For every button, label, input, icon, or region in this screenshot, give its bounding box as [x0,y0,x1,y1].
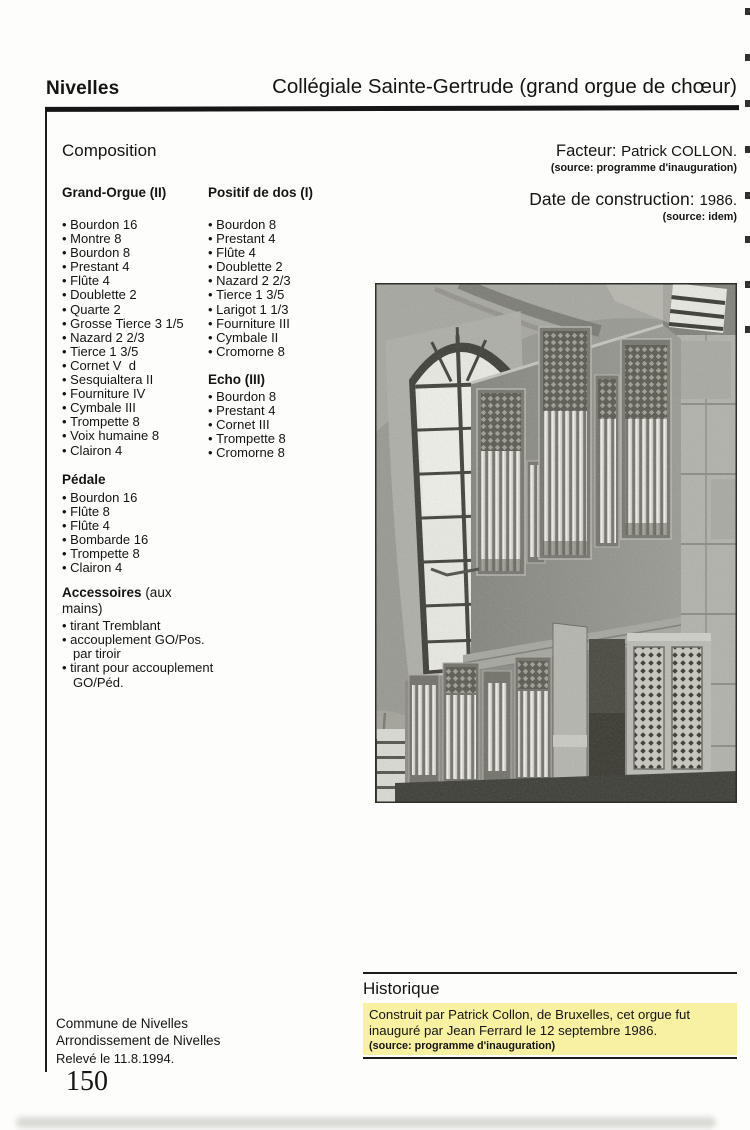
organ-photo [375,283,737,803]
stop-item: • Flûte 8 [62,503,110,519]
footer-arrondissement: Arrondissement de Nivelles [56,1032,221,1048]
stop-item: • Quarte 2 [62,301,121,317]
stop-item: • Cymbale III [62,400,136,416]
stop-item: • Bourdon 8 [208,388,277,404]
stop-list-grand-orgue [62,218,214,458]
division-echo [208,372,360,460]
stop-item: • Prestant 4 [208,403,276,419]
scan-edge-mark [745,100,750,107]
footer-commune: Commune de Nivelles [56,1016,189,1031]
facteur-label: Facteur: [556,142,617,160]
footer-block [56,1016,220,1068]
page-number: 150 [66,1066,108,1097]
scan-edge-mark [745,281,750,288]
stop-item: • Clairon 4 [62,560,123,576]
stop-list-positif [208,218,360,359]
composition-column-left [62,185,214,690]
division-pedale [62,472,214,576]
construction-value: 1986. [699,192,737,209]
composition-column-right [208,185,360,460]
stop-item: • Sesquialtera II [62,372,154,388]
division-title-grand-orgue: Grand-Orgue (II) [62,185,167,200]
stop-item: • Doublette 2 [62,287,137,303]
scan-bottom-shadow [16,1117,716,1128]
stop-item: • Fourniture IV [62,386,146,402]
stop-item: • Cornet III [208,417,270,433]
stop-item: • Cromorne 8 [208,343,285,359]
stop-item: • Clairon 4 [62,442,123,458]
stop-item: • Doublette 2 [208,259,283,275]
construction-line [529,189,737,210]
scan-edge-mark [745,8,750,15]
stop-item: • Montre 8 [62,231,122,247]
stop-item: • tirant pour accouplement [62,660,214,676]
division-title-echo: Echo (III) [208,371,265,387]
stop-item: • Prestant 4 [208,231,276,247]
stop-item: • Bourdon 16 [62,489,138,505]
stop-item: • Tierce 1 3/5 [208,287,285,303]
stop-item: • Grosse Tierce 3 1/5 [62,315,184,331]
historique-top-rule [363,972,737,974]
division-positif [208,185,360,359]
facteur-source: (source: programme d'inauguration) [550,162,737,174]
stop-item: • Voix humaine 8 [62,428,160,444]
stop-item: • tirant Tremblant [62,618,161,634]
stop-item: • Prestant 4 [62,259,130,275]
scan-edge-mark [745,326,750,333]
stop-item: • Bourdon 8 [62,245,131,261]
division-title-accessoires [62,585,214,617]
stop-item: • Fourniture III [208,315,290,331]
stop-item: • Nazard 2 2/3 [208,273,291,289]
scan-edge-mark [745,54,750,61]
stop-list-pedale [62,491,214,576]
historique-text: Construit par Patrick Collon, de Bruxelles, cet orgue fut inauguré par Jean Ferrard le 12 septembre 1986. [369,1007,691,1038]
stop-item: • Flûte 4 [62,517,110,533]
division-grand-orgue [62,185,214,458]
division-title-positif: Positif de dos (I) [208,185,314,200]
historique-section [363,972,737,1059]
facteur-value: Patrick COLLON. [621,143,737,160]
stop-item: • Cymbale II [208,329,279,345]
stop-list-accessoires [62,619,214,689]
division-title-pedale: Pédale [62,471,106,487]
historique-bottom-rule [363,1057,737,1059]
scan-edge-mark [745,236,750,243]
stop-item: • Flûte 4 [208,245,256,261]
division-accessoires [62,585,214,689]
stop-continuation: par tiroir [73,646,121,662]
stop-item: • Bombarde 16 [62,531,149,547]
stop-item: • Larigot 1 1/3 [208,301,289,317]
info-block [529,142,737,223]
stop-continuation: GO/Péd. [73,674,124,690]
stop-item: • Trompette 8 [208,431,286,447]
content-box-left-border [45,111,47,1072]
page-region-label: Nivelles [46,78,120,99]
historique-title: Historique [363,979,440,998]
header-divider [45,105,739,111]
stop-item: • Cornet V d [62,357,136,373]
facteur-line [529,142,737,161]
stop-item: • Flûte 4 [62,273,110,289]
construction-label: Date de construction: [529,189,695,209]
stop-item: • Bourdon 16 [62,217,138,232]
scan-edge-mark [745,146,750,153]
stop-item: • Bourdon 8 [208,217,277,232]
stop-item: • Nazard 2 2/3 [62,329,145,345]
accessoires-title-suffix: (aux mains) [62,585,172,617]
composition-heading: Composition [62,141,157,160]
footer-releve: Relevé le 11.8.1994. [56,1051,175,1066]
historique-highlight [363,1003,737,1055]
page-title: Collégiale Sainte-Gertrude (grand orgue de chœur) [272,75,737,98]
stop-item: • accouplement GO/Pos. [62,632,205,648]
scan-edge-mark [745,192,750,199]
construction-source: (source: idem) [662,211,737,223]
stop-item: • Trompette 8 [62,414,140,430]
stop-list-echo [208,390,360,460]
stop-item: • Cromorne 8 [208,445,285,461]
stop-item: • Tierce 1 3/5 [62,343,139,359]
accessoires-title-bold: Accessoires [62,585,142,601]
historique-source: (source: programme d'inauguration) [369,1040,556,1052]
stop-item: • Trompette 8 [62,545,140,561]
